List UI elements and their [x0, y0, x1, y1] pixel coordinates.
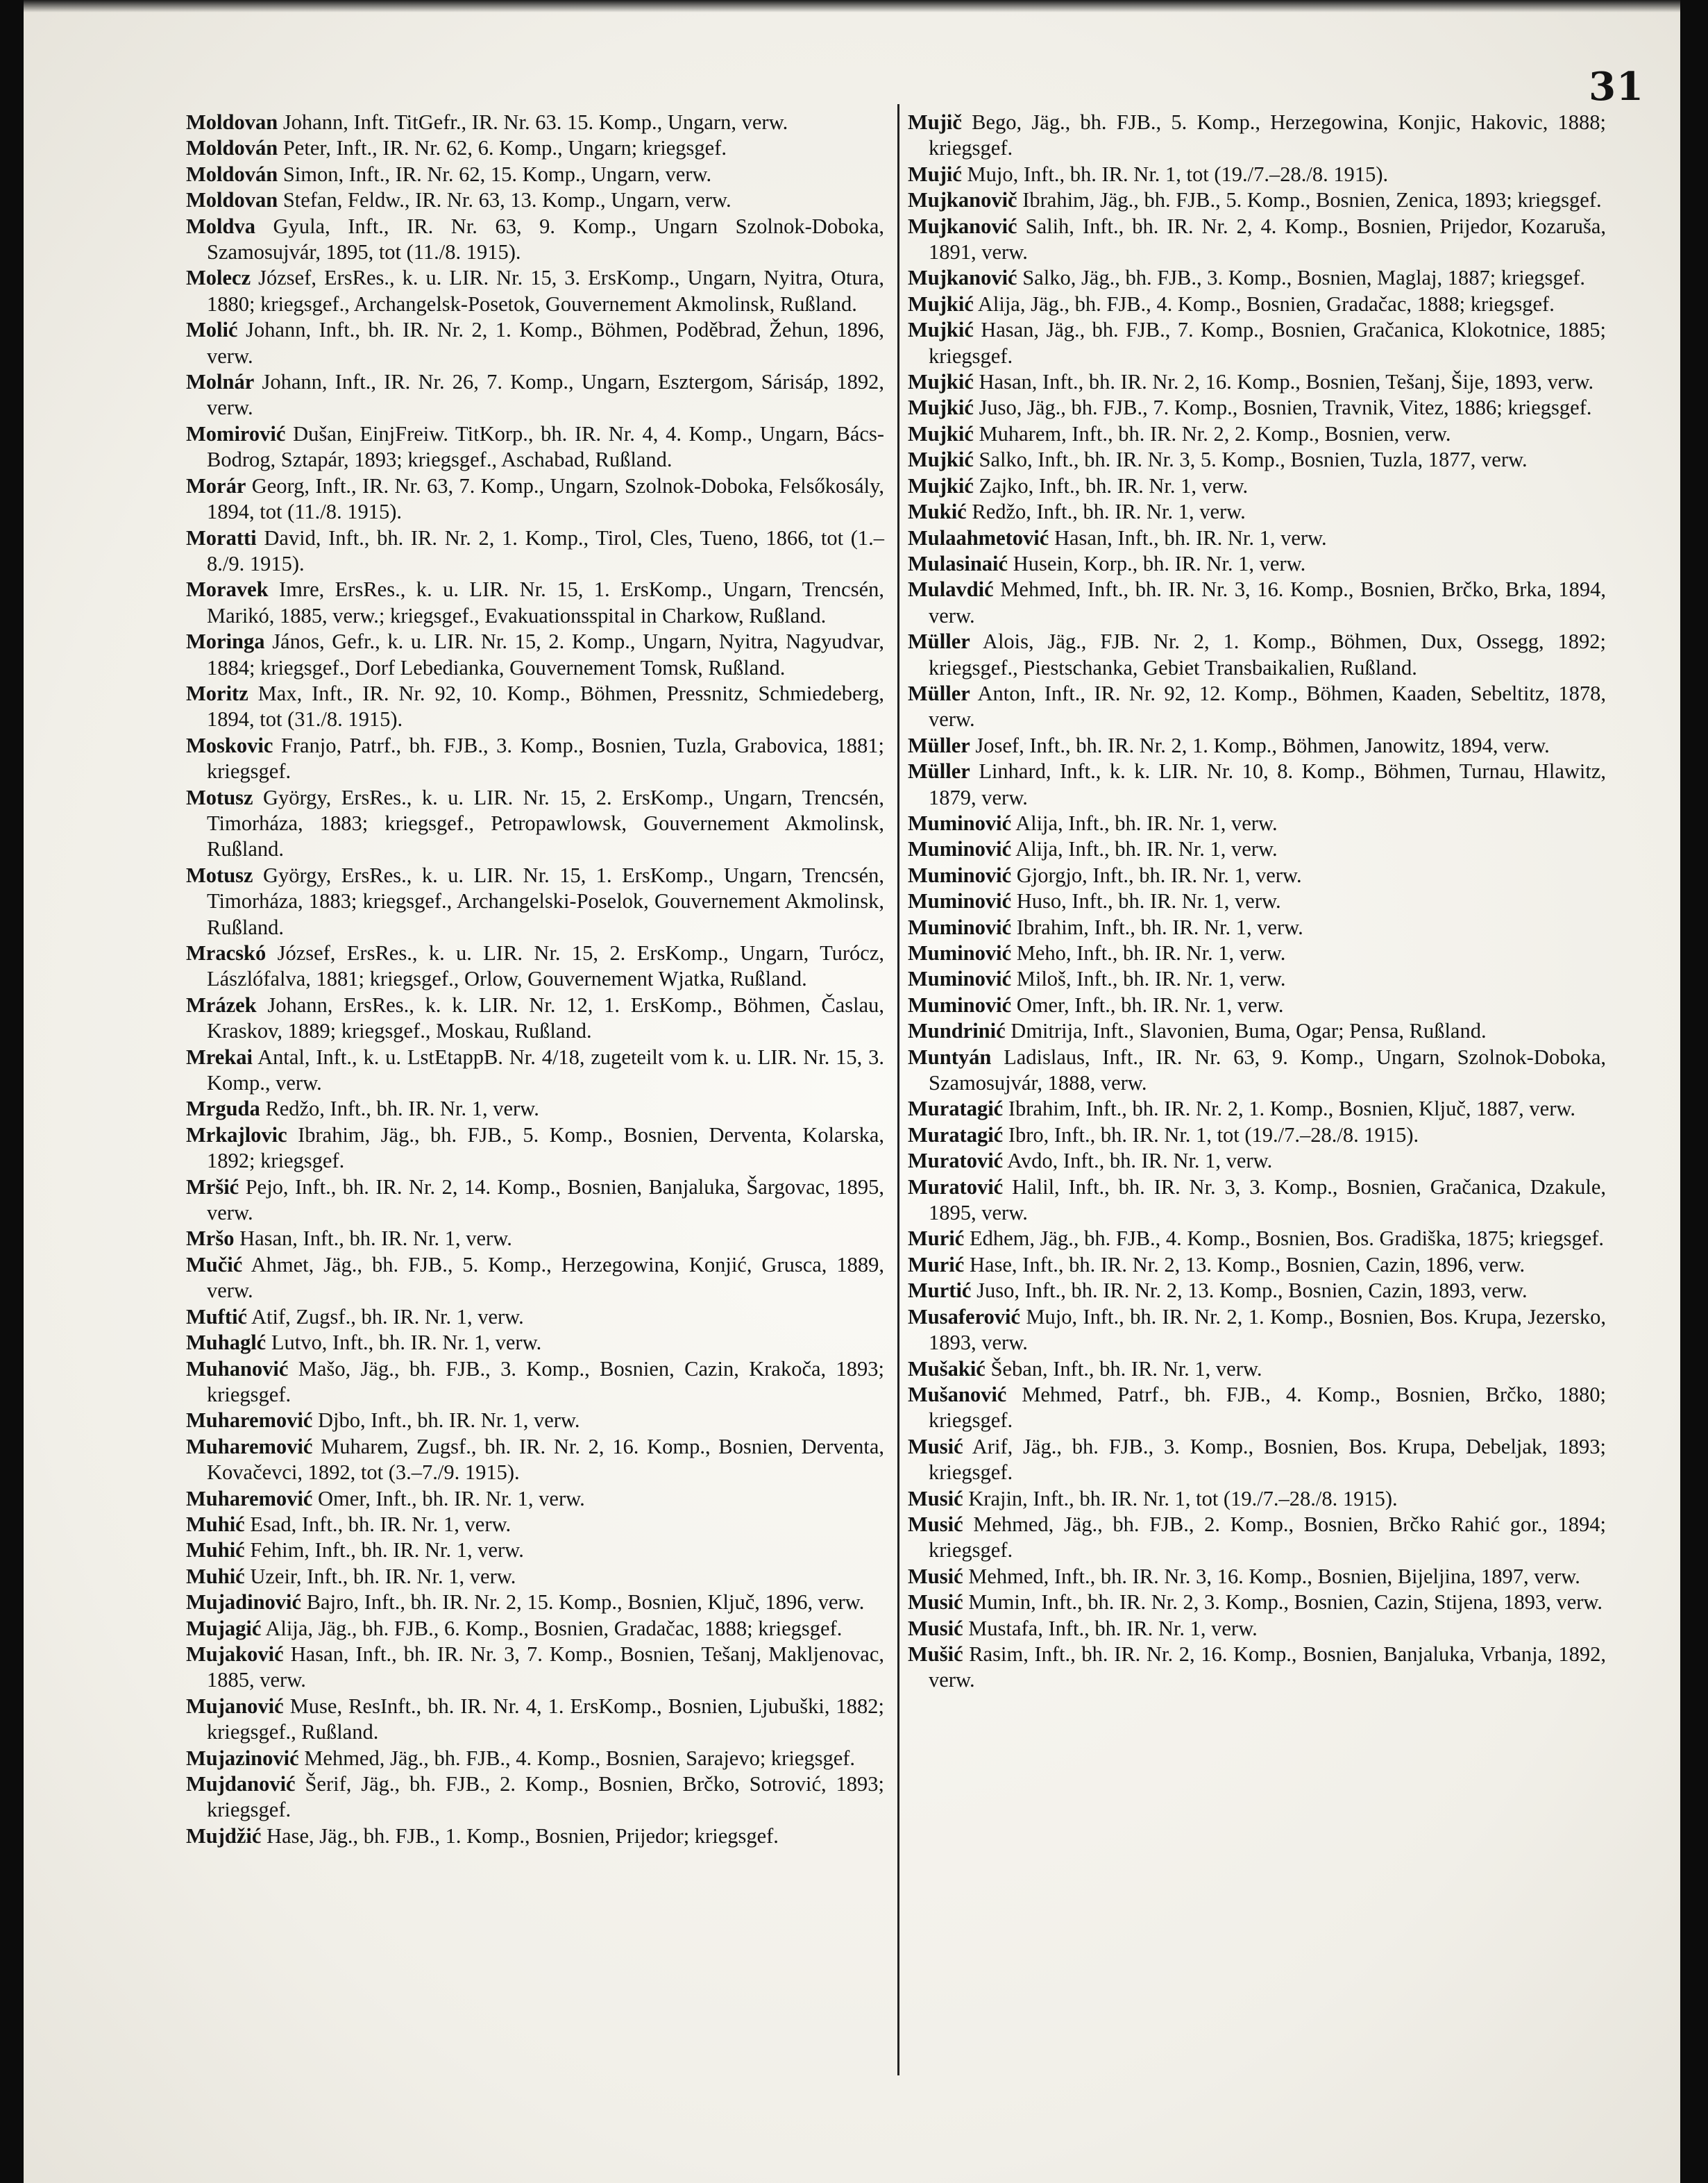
entry-details: Linhard, Inft., k. k. LIR. Nr. 10, 8. Komp., Böhmen, Turnau, Hlawitz, 1879, verw.	[929, 759, 1607, 809]
entry-details: János, Gefr., k. u. LIR. Nr. 15, 2. Komp., Ungarn, Nyitra, Nagyudvar, 1884; kriegsgef., Dorf Lebedianka, Gouvernement Tomsk, Rußland.	[207, 630, 885, 680]
register-entry	[186, 317, 884, 369]
entry-surname: Muhaglć	[186, 1331, 267, 1355]
scan-left-border	[0, 0, 24, 2183]
entry-surname: Mujkić	[908, 318, 974, 342]
register-entry	[908, 473, 1606, 499]
register-entry	[186, 1408, 884, 1433]
register-entry	[908, 811, 1606, 836]
entry-surname: Mulaahmetović	[908, 525, 1049, 550]
entry-details: Ibrahim, Jäg., bh. FJB., 5. Komp., Bosnien, Zenica, 1893; kriegsgef.	[1022, 188, 1602, 212]
entry-details: Mehmed, Patrf., bh. FJB., 4. Komp., Bosnien, Brčko, 1880; kriegsgef.	[929, 1382, 1607, 1433]
entry-surname: Muratagić	[908, 1097, 1004, 1121]
entry-details: Arif, Jäg., bh. FJB., 3. Komp., Bosnien, Bos. Krupa, Debeljak, 1893; kriegsgef.	[929, 1434, 1606, 1485]
entry-details: Hase, Jäg., bh. FJB., 1. Komp., Bosnien, Prijedor; kriegsgef.	[267, 1823, 779, 1848]
entry-surname: Mušakić	[908, 1356, 986, 1381]
entry-surname: Müller	[908, 759, 970, 784]
register-entry	[186, 1122, 884, 1174]
register-entry	[186, 1174, 884, 1227]
entry-surname: Mundrinić	[908, 1019, 1006, 1043]
entry-details: Hasan, Inft., bh. IR. Nr. 1, verw.	[239, 1227, 512, 1251]
entry-details: Šerif, Jäg., bh. FJB., 2. Komp., Bosnien, Brčko, Sotrović, 1893; kriegsgef.	[207, 1772, 884, 1822]
entry-surname: Mujkić	[908, 292, 974, 316]
entry-details: György, ErsRes., k. u. LIR. Nr. 15, 2. ErsKomp., Ungarn, Trencsén, Timorháza, 1883; kriegsgef., Petropawlowsk, Gouvernement Akmolinsk, Rußland.	[207, 785, 885, 861]
entry-surname: Moringa	[186, 630, 265, 654]
entry-details: Alija, Jäg., bh. FJB., 6. Komp., Bosnien, Gradačac, 1888; kriegsgef.	[265, 1616, 843, 1640]
register-entry	[186, 863, 884, 941]
register-entry	[186, 993, 884, 1045]
entry-details: Fehim, Inft., bh. IR. Nr. 1, verw.	[250, 1538, 524, 1562]
register-entry	[186, 733, 884, 785]
entry-surname: Mujdžić	[186, 1823, 262, 1848]
entry-surname: Muhić	[186, 1512, 245, 1536]
entry-details: Ladislaus, Inft., IR. Nr. 63, 9. Komp., Ungarn, Szolnok-Doboka, Szamosujvár, 1888, verw.	[929, 1045, 1607, 1095]
register-entry	[908, 1304, 1606, 1356]
entry-details: Avdo, Inft., bh. IR. Nr. 1, verw.	[1007, 1149, 1273, 1173]
entry-details: Halil, Inft., bh. IR. Nr. 3, 3. Komp., Bosnien, Gračanica, Dzakule, 1895, verw.	[929, 1174, 1607, 1225]
entry-details: Redžo, Inft., bh. IR. Nr. 1, verw.	[972, 500, 1246, 524]
entry-surname: Musić	[908, 1512, 963, 1536]
entry-surname: Mrguda	[186, 1097, 260, 1121]
entry-details: Mašo, Jäg., bh. FJB., 3. Komp., Bosnien, Cazin, Krakoča, 1893; kriegsgef.	[207, 1356, 884, 1406]
register-entry	[908, 1252, 1606, 1278]
register-entry	[908, 317, 1606, 369]
entry-surname: Musić	[908, 1486, 963, 1510]
entry-surname: Musaferović	[908, 1304, 1021, 1329]
entry-details: Peter, Inft., IR. Nr. 62, 6. Komp., Ungarn; kriegsgef.	[282, 136, 727, 160]
register-entry	[908, 1356, 1606, 1382]
register-entry	[186, 1537, 884, 1563]
register-entry	[186, 629, 884, 681]
entry-details: Redžo, Inft., bh. IR. Nr. 1, verw.	[265, 1097, 539, 1121]
entry-details: Ibrahim, Inft., bh. IR. Nr. 1, verw.	[1016, 915, 1303, 939]
register-entry	[908, 1512, 1606, 1564]
register-entry	[908, 1590, 1606, 1615]
entry-surname: Mujkić	[908, 396, 974, 420]
entry-surname: Mrázek	[186, 993, 257, 1017]
entry-details: Stefan, Feldw., IR. Nr. 63, 13. Komp., Ungarn, verw.	[282, 188, 732, 212]
entry-details: Djbo, Inft., bh. IR. Nr. 1, verw.	[318, 1408, 580, 1433]
entry-surname: Moravek	[186, 578, 269, 602]
entry-details: Johann, Inft., bh. IR. Nr. 2, 1. Komp., Böhmen, Poděbrad, Žehun, 1896, verw.	[207, 318, 884, 368]
entry-surname: Muminović	[908, 967, 1012, 991]
entry-details: Alija, Jäg., bh. FJB., 4. Komp., Bosnien, Gradačac, 1888; kriegsgef.	[977, 292, 1555, 316]
register-entry	[908, 369, 1606, 395]
register-entry	[186, 473, 884, 525]
entry-details: Mumin, Inft., bh. IR. Nr. 2, 3. Komp., Bosnien, Cazin, Stijena, 1893, verw.	[968, 1590, 1603, 1615]
entry-details: Omer, Inft., bh. IR. Nr. 1, verw.	[318, 1486, 585, 1510]
entry-surname: Musić	[908, 1434, 963, 1458]
entry-details: Franjo, Patrf., bh. FJB., 3. Komp., Bosnien, Tuzla, Grabovica, 1881; kriegsgef.	[207, 733, 885, 784]
entry-details: Gjorgjo, Inft., bh. IR. Nr. 1, verw.	[1016, 863, 1302, 887]
entry-details: Simon, Inft., IR. Nr. 62, 15. Komp., Ungarn, verw.	[282, 162, 712, 186]
entry-surname: Mučić	[186, 1252, 243, 1276]
register-entry	[908, 421, 1606, 447]
entry-surname: Muntyán	[908, 1045, 992, 1069]
entry-surname: Mujkanović	[908, 214, 1017, 238]
entry-surname: Mrekai	[186, 1045, 253, 1069]
entry-details: Salih, Inft., bh. IR. Nr. 2, 4. Komp., Bosnien, Prijedor, Kozaruša, 1891, verw.	[929, 214, 1606, 264]
entry-surname: Moskovic	[186, 733, 273, 757]
entry-details: Ibrahim, Inft., bh. IR. Nr. 2, 1. Komp., Bosnien, Ključ, 1887, verw.	[1008, 1097, 1576, 1121]
register-entry	[908, 292, 1606, 317]
register-entry	[186, 1226, 884, 1251]
entry-surname: Moratti	[186, 525, 257, 550]
entry-surname: Mujič	[908, 110, 962, 134]
entry-details: Lutvo, Inft., bh. IR. Nr. 1, verw.	[271, 1331, 542, 1355]
register-entry	[908, 1434, 1606, 1486]
entry-surname: Muhić	[186, 1564, 245, 1588]
entry-surname: Mulasinaić	[908, 551, 1008, 575]
entry-details: Husein, Korp., bh. IR. Nr. 1, verw.	[1013, 551, 1306, 575]
entry-details: David, Inft., bh. IR. Nr. 2, 1. Komp., Tirol, Cles, Tueno, 1866, tot (1.–8./9. 1915).	[207, 525, 885, 575]
register-entry	[908, 1486, 1606, 1512]
entry-surname: Moldován	[186, 162, 278, 186]
entry-details: Salko, Jäg., bh. FJB., 3. Komp., Bosnien, Maglaj, 1887; kriegsgef.	[1022, 266, 1585, 290]
register-entry	[908, 915, 1606, 941]
register-entry	[186, 1642, 884, 1694]
entry-details: Ibrahim, Jäg., bh. FJB., 5. Komp., Bosnien, Derventa, Kolarska, 1892; kriegsgef.	[207, 1122, 884, 1173]
register-entry	[908, 966, 1606, 992]
register-entry	[908, 1382, 1606, 1434]
entry-details: Dmitrija, Inft., Slavonien, Buma, Ogar; Pensa, Rußland.	[1011, 1019, 1487, 1043]
register-entry	[908, 1564, 1606, 1590]
entry-details: Omer, Inft., bh. IR. Nr. 1, verw.	[1016, 993, 1284, 1017]
entry-details: József, ErsRes., k. u. LIR. Nr. 15, 2. ErsKomp., Ungarn, Turócz, Lászlófalva, 1881; kriegsgef., Orlow, Gouvernement Wjatka, Rußland.	[207, 941, 885, 991]
scan-top-shadow	[0, 0, 1708, 12]
entry-details: Bego, Jäg., bh. FJB., 5. Komp., Herzegowina, Konjic, Hakovic, 1888; kriegsgef.	[929, 110, 1607, 160]
entry-details: József, ErsRes., k. u. LIR. Nr. 15, 3. ErsKomp., Ungarn, Nyitra, Otura, 1880; kriegsgef., Archangelsk-Posetok, Gouvernement Akmolinsk, Rußland.	[207, 266, 885, 316]
register-entry	[908, 629, 1606, 681]
register-entry	[908, 1148, 1606, 1174]
entry-surname: Mujagić	[186, 1616, 262, 1640]
entry-surname: Müller	[908, 733, 970, 757]
entry-surname: Molić	[186, 318, 238, 342]
entry-details: Juso, Inft., bh. IR. Nr. 2, 13. Komp., Bosnien, Cazin, 1893, verw.	[976, 1279, 1528, 1303]
entry-surname: Müller	[908, 681, 970, 705]
register-entry	[186, 1045, 884, 1097]
register-entry	[186, 1771, 884, 1823]
register-entry	[186, 1590, 884, 1615]
entry-details: Pejo, Inft., bh. IR. Nr. 2, 14. Komp., Bosnien, Banjaluka, Šargovac, 1895, verw.	[207, 1174, 884, 1225]
entry-surname: Morár	[186, 473, 246, 498]
register-entry	[186, 187, 884, 213]
register-entry	[908, 525, 1606, 551]
register-entry	[908, 759, 1606, 811]
register-entry	[186, 1746, 884, 1771]
register-entry	[908, 1174, 1606, 1227]
entry-details: Dušan, EinjFreiw. TitKorp., bh. IR. Nr. 4, 4. Komp., Ungarn, Bács-Bodrog, Sztapár, 1893; kriegsgef., Aschabad, Rußland.	[207, 421, 884, 472]
register-entry	[908, 836, 1606, 862]
register-entry	[908, 1122, 1606, 1148]
entry-details: Ibro, Inft., bh. IR. Nr. 1, tot (19./7.–28./8. 1915).	[1008, 1122, 1419, 1147]
entry-details: Uzeir, Inft., bh. IR. Nr. 1, verw.	[250, 1564, 516, 1588]
entry-surname: Muminović	[908, 811, 1012, 835]
entry-surname: Mršić	[186, 1174, 239, 1199]
entry-surname: Moldovan	[186, 188, 278, 212]
register-entry	[908, 888, 1606, 914]
register-entry	[908, 1018, 1606, 1044]
entry-surname: Muminović	[908, 993, 1012, 1017]
entry-details: Muharem, Inft., bh. IR. Nr. 2, 2. Komp., Bosnien, verw.	[979, 421, 1451, 446]
register-entry	[186, 1486, 884, 1512]
entry-surname: Mujadinović	[186, 1590, 302, 1615]
register-entry	[908, 733, 1606, 759]
entry-surname: Moldovan	[186, 110, 278, 134]
entry-details: Miloš, Inft., bh. IR. Nr. 1, verw.	[1016, 967, 1286, 991]
entry-details: Muse, ResInft., bh. IR. Nr. 4, 1. ErsKomp., Bosnien, Ljubuški, 1882; kriegsgef., Rußland.	[207, 1694, 884, 1744]
register-entry	[908, 1642, 1606, 1694]
entry-details: Meho, Inft., bh. IR. Nr. 1, verw.	[1016, 941, 1286, 965]
entry-surname: Musić	[908, 1590, 963, 1615]
register-entry	[186, 1356, 884, 1408]
entry-surname: Muminović	[908, 863, 1012, 887]
entry-details: Alija, Inft., bh. IR. Nr. 1, verw.	[1015, 837, 1278, 861]
column-divider	[897, 104, 899, 2075]
register-entry	[186, 265, 884, 317]
register-entry	[908, 499, 1606, 525]
entry-details: Mehmed, Inft., bh. IR. Nr. 3, 16. Komp., Bosnien, Bijeljina, 1897, verw.	[968, 1564, 1580, 1588]
entry-surname: Musić	[908, 1564, 963, 1588]
entry-details: Edhem, Jäg., bh. FJB., 4. Komp., Bosnien, Bos. Gradiška, 1875; kriegsgef.	[969, 1227, 1605, 1251]
entry-surname: Muratović	[908, 1174, 1004, 1199]
register-entry	[186, 525, 884, 578]
register-entry	[186, 135, 884, 161]
entry-details: Mehmed, Jäg., bh. FJB., 2. Komp., Bosnien, Brčko Rahić gor., 1894; kriegsgef.	[929, 1512, 1606, 1562]
register-entry	[186, 1564, 884, 1590]
entry-details: Alija, Inft., bh. IR. Nr. 1, verw.	[1015, 811, 1278, 835]
register-entry	[908, 110, 1606, 162]
register-entry	[908, 447, 1606, 473]
register-entry	[908, 187, 1606, 213]
register-entry	[908, 1616, 1606, 1642]
entry-details: Atif, Zugsf., bh. IR. Nr. 1, verw.	[251, 1304, 524, 1329]
register-entry	[908, 162, 1606, 187]
entry-details: Hasan, Inft., bh. IR. Nr. 2, 16. Komp., Bosnien, Tešanj, Šije, 1893, verw.	[979, 370, 1594, 394]
entry-surname: Muratagić	[908, 1122, 1004, 1147]
entry-surname: Muharemović	[186, 1486, 313, 1510]
register-entry	[186, 162, 884, 187]
entry-surname: Murić	[908, 1252, 965, 1276]
register-entry	[186, 941, 884, 993]
entry-surname: Momirović	[186, 421, 286, 446]
entry-surname: Mujkić	[908, 473, 974, 498]
entry-surname: Mujić	[908, 162, 962, 186]
entry-details: Salko, Inft., bh. IR. Nr. 3, 5. Komp., Bosnien, Tuzla, 1877, verw.	[979, 448, 1528, 472]
entry-surname: Motusz	[186, 863, 253, 887]
entry-surname: Muftić	[186, 1304, 248, 1329]
entry-details: Rasim, Inft., bh. IR. Nr. 2, 16. Komp., Bosnien, Banjaluka, Vrbanja, 1892, verw.	[929, 1642, 1606, 1692]
entry-surname: Mujaković	[186, 1642, 284, 1666]
entry-surname: Mukić	[908, 500, 967, 524]
entry-details: Krajin, Inft., bh. IR. Nr. 1, tot (19./7.–28./8. 1915).	[968, 1486, 1398, 1510]
register-entry	[186, 577, 884, 629]
entry-surname: Muminović	[908, 889, 1012, 913]
register-entry	[908, 577, 1606, 629]
entry-details: Johann, Inft. TitGefr., IR. Nr. 63. 15. Komp., Ungarn, verw.	[282, 110, 788, 134]
register-entry	[908, 1226, 1606, 1251]
entry-details: Mustafa, Inft., bh. IR. Nr. 1, verw.	[968, 1616, 1258, 1640]
entry-surname: Moldva	[186, 214, 255, 238]
entry-surname: Muhić	[186, 1538, 245, 1562]
register-entry	[186, 1616, 884, 1642]
entry-details: Mehmed, Inft., bh. IR. Nr. 3, 16. Komp., Bosnien, Brčko, Brka, 1894, verw.	[929, 578, 1607, 627]
entry-surname: Motusz	[186, 785, 253, 809]
entry-surname: Muharemović	[186, 1408, 313, 1433]
register-entry	[908, 265, 1606, 291]
entry-surname: Mujkanovič	[908, 188, 1017, 212]
entry-details: Hasan, Inft., bh. IR. Nr. 3, 7. Komp., Bosnien, Tešanj, Makljenovac, 1885, verw.	[207, 1642, 884, 1692]
register-entry	[908, 993, 1606, 1018]
entry-surname: Muminović	[908, 941, 1012, 965]
entry-details: Johann, Inft., IR. Nr. 26, 7. Komp., Ungarn, Esztergom, Sárisáp, 1892, verw.	[207, 370, 884, 420]
entry-surname: Murić	[908, 1227, 965, 1251]
register-entry	[186, 1330, 884, 1356]
entry-details: Imre, ErsRes., k. u. LIR. Nr. 15, 1. ErsKomp., Ungarn, Trencsén, Marikó, 1885, verw.; kriegsgef., Evakuationsspital in Charkow, Rußland.	[207, 578, 885, 627]
register-entry	[186, 1434, 884, 1486]
entry-surname: Molnár	[186, 370, 255, 394]
register-entry	[186, 1823, 884, 1849]
entry-surname: Mracskó	[186, 941, 267, 965]
register-entry	[186, 785, 884, 863]
entry-surname: Mujkanović	[908, 266, 1017, 290]
entry-surname: Muminović	[908, 837, 1012, 861]
entry-surname: Murtić	[908, 1279, 972, 1303]
register-entry	[908, 214, 1606, 266]
entry-details: Max, Inft., IR. Nr. 92, 10. Komp., Böhmen, Pressnitz, Schmiedeberg, 1894, tot (31./8. 1915).	[207, 681, 884, 732]
entry-details: Antal, Inft., k. u. LstEtappB. Nr. 4/18, zugeteilt vom k. u. LIR. Nr. 15, 3. Komp., verw.	[207, 1045, 884, 1095]
entry-details: Juso, Jäg., bh. FJB., 7. Komp., Bosnien, Travnik, Vitez, 1886; kriegsgef.	[979, 396, 1592, 420]
register-entry	[186, 110, 884, 135]
register-entry	[186, 1252, 884, 1304]
entry-surname: Mušanović	[908, 1382, 1007, 1406]
entry-details: Bajro, Inft., bh. IR. Nr. 2, 15. Komp., Bosnien, Ključ, 1896, verw.	[306, 1590, 865, 1615]
scan-right-border	[1680, 0, 1708, 2183]
register-entry	[908, 1045, 1606, 1097]
register-entry	[186, 1694, 884, 1746]
entry-details: Josef, Inft., bh. IR. Nr. 2, 1. Komp., Böhmen, Janowitz, 1894, verw.	[975, 733, 1550, 757]
entry-details: Georg, Inft., IR. Nr. 63, 7. Komp., Ungarn, Szolnok-Doboka, Felsőkosály, 1894, tot (11./8. 1915).	[207, 473, 884, 524]
entry-surname: Moldován	[186, 136, 278, 160]
entry-details: Mehmed, Jäg., bh. FJB., 4. Komp., Bosnien, Sarajevo; kriegsgef.	[304, 1746, 856, 1770]
entry-details: Mujo, Inft., bh. IR. Nr. 2, 1. Komp., Bosnien, Bos. Krupa, Jezersko, 1893, verw.	[929, 1304, 1607, 1355]
entry-surname: Molecz	[186, 266, 251, 290]
entry-details: Gyula, Inft., IR. Nr. 63, 9. Komp., Ungarn Szolnok-Doboka, Szamosujvár, 1895, tot (11./8. 1915).	[207, 214, 884, 264]
register-entry	[908, 1278, 1606, 1304]
register-entry	[186, 421, 884, 473]
entry-details: Šeban, Inft., bh. IR. Nr. 1, verw.	[990, 1356, 1262, 1381]
entry-surname: Müller	[908, 630, 970, 654]
register-entry	[908, 681, 1606, 733]
entry-details: Alois, Jäg., FJB. Nr. 2, 1. Komp., Böhmen, Dux, Ossegg, 1892; kriegsgef., Piestschanka, Gebiet Transbaikalien, Rußland.	[929, 630, 1606, 680]
entry-surname: Muratović	[908, 1149, 1004, 1173]
register-entry	[186, 681, 884, 733]
right-column	[908, 110, 1606, 1694]
register-entry	[908, 863, 1606, 888]
left-column	[186, 110, 884, 1849]
entry-surname: Moritz	[186, 681, 248, 705]
entry-details: Ahmet, Jäg., bh. FJB., 5. Komp., Herzegowina, Konjić, Grusca, 1889, verw.	[207, 1252, 884, 1303]
register-entry	[186, 369, 884, 421]
entry-surname: Mujazinović	[186, 1746, 299, 1770]
register-entry	[908, 395, 1606, 421]
entry-surname: Muminović	[908, 915, 1012, 939]
entry-surname: Mrkajlovic	[186, 1122, 287, 1147]
entry-details: Hasan, Jäg., bh. FJB., 7. Komp., Bosnien, Gračanica, Klokotnice, 1885; kriegsgef.	[929, 318, 1607, 368]
entry-details: György, ErsRes., k. u. LIR. Nr. 15, 1. ErsKomp., Ungarn, Trencsén, Timorháza, 1883; kriegsgef., Archangelski-Poselok, Gouvernement Akmolinsk, Rußland.	[207, 863, 885, 939]
register-entry	[186, 1304, 884, 1330]
entry-surname: Mujkić	[908, 421, 974, 446]
register-entry	[908, 551, 1606, 577]
entry-surname: Musić	[908, 1616, 963, 1640]
entry-details: Esad, Inft., bh. IR. Nr. 1, verw.	[250, 1512, 511, 1536]
entry-surname: Mulavdić	[908, 578, 994, 602]
entry-details: Mujo, Inft., bh. IR. Nr. 1, tot (19./7.–28./8. 1915).	[967, 162, 1389, 186]
entry-surname: Mujdanović	[186, 1772, 296, 1796]
register-entry	[186, 1512, 884, 1537]
entry-details: Hase, Inft., bh. IR. Nr. 2, 13. Komp., Bosnien, Cazin, 1896, verw.	[969, 1252, 1525, 1276]
entry-details: Zajko, Inft., bh. IR. Nr. 1, verw.	[979, 473, 1249, 498]
entry-details: Huso, Inft., bh. IR. Nr. 1, verw.	[1016, 889, 1281, 913]
entry-surname: Muharemović	[186, 1434, 313, 1458]
entry-surname: Mušić	[908, 1642, 963, 1666]
entry-surname: Mujkić	[908, 448, 974, 472]
page-number: 31	[1589, 64, 1644, 110]
register-entry	[186, 214, 884, 266]
entry-surname: Mujanović	[186, 1694, 284, 1718]
entry-surname: Mujkić	[908, 370, 974, 394]
entry-details: Hasan, Inft., bh. IR. Nr. 1, verw.	[1054, 525, 1327, 550]
entry-details: Muharem, Zugsf., bh. IR. Nr. 2, 16. Komp., Bosnien, Derventa, Kovačevci, 1892, tot (3.–7./9. 1915).	[207, 1434, 884, 1485]
entry-details: Johann, ErsRes., k. k. LIR. Nr. 12, 1. ErsKomp., Böhmen, Časlau, Kraskov, 1889; kriegsgef., Moskau, Rußland.	[207, 993, 885, 1043]
entry-surname: Mršo	[186, 1227, 235, 1251]
entry-surname: Muhanović	[186, 1356, 289, 1381]
register-entry	[186, 1096, 884, 1122]
register-entry	[908, 1096, 1606, 1122]
register-entry	[908, 941, 1606, 966]
entry-details: Anton, Inft., IR. Nr. 92, 12. Komp., Böhmen, Kaaden, Sebeltitz, 1878, verw.	[929, 681, 1606, 732]
